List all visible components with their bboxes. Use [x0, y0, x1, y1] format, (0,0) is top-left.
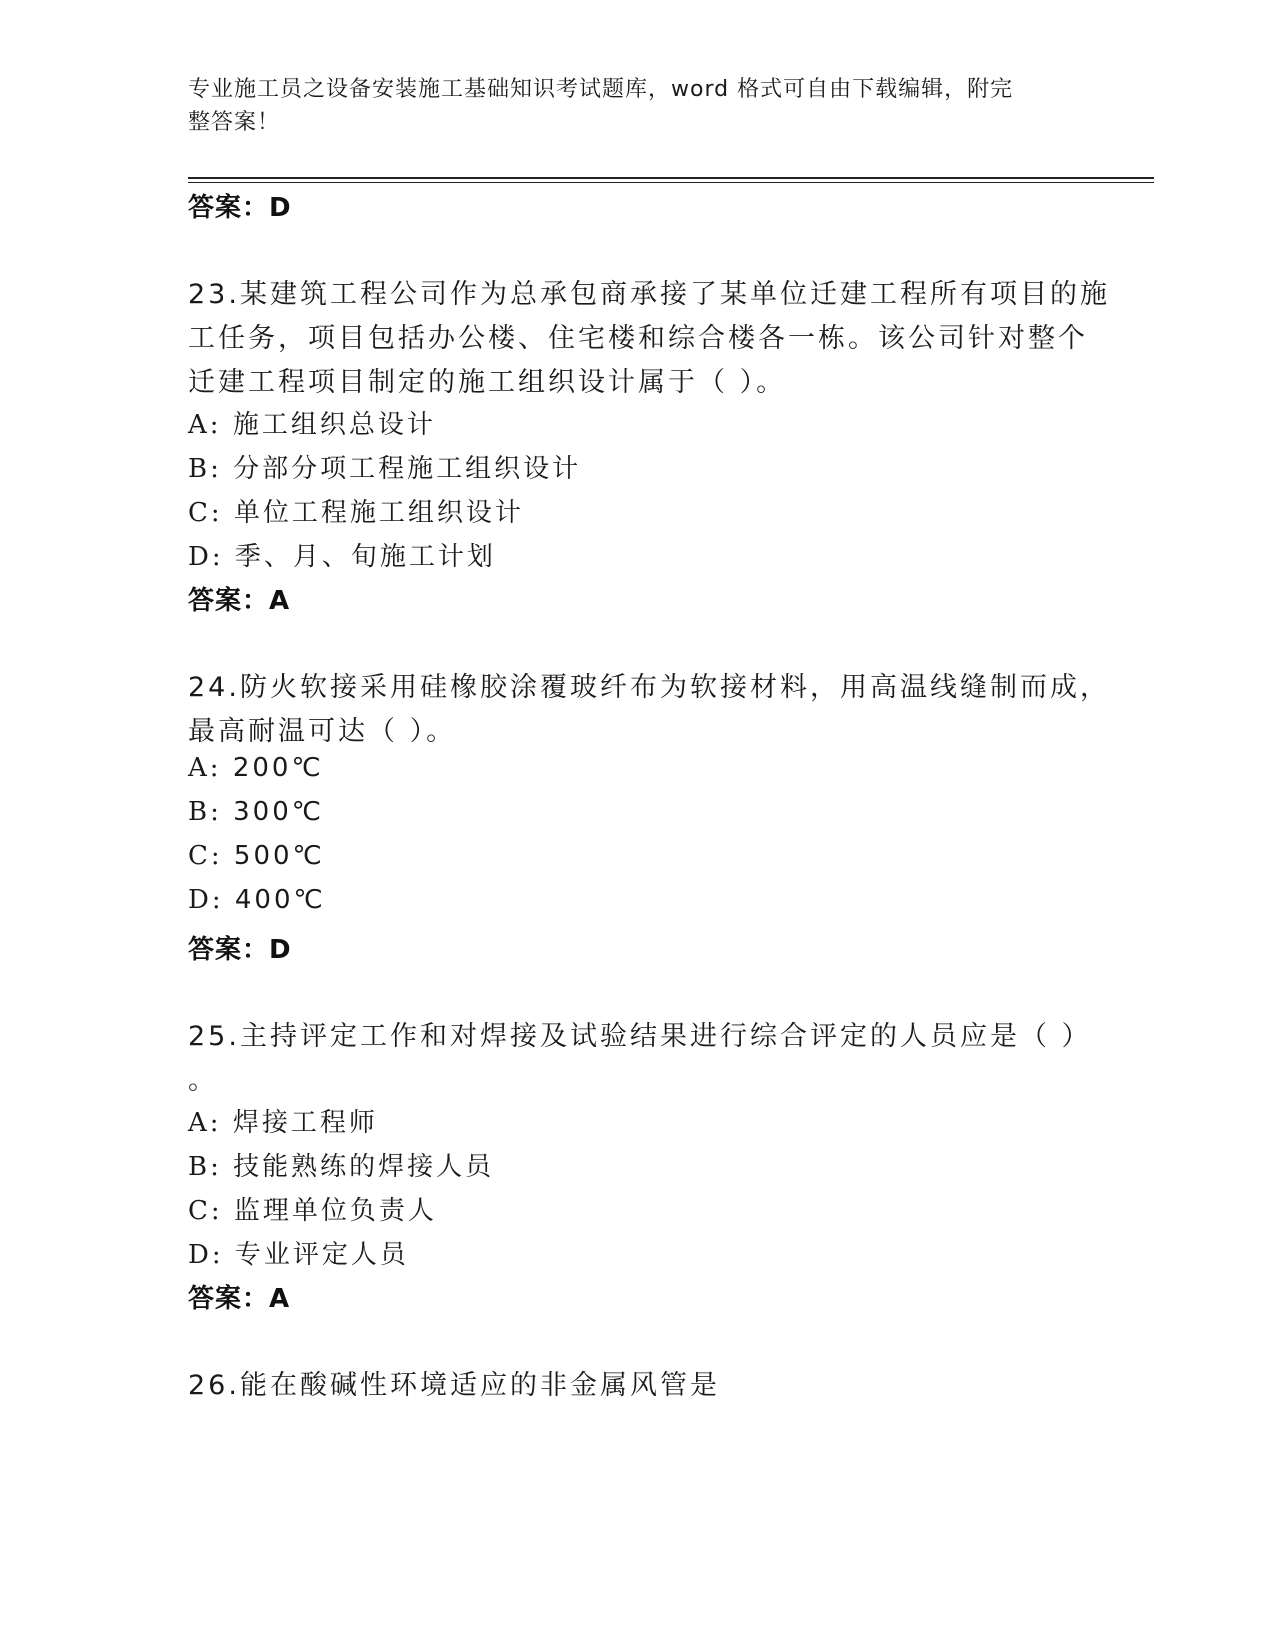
answer-label: 答案：D [188, 935, 292, 965]
option-text: 专业评定人员 [234, 1240, 409, 1270]
option-letter: C: [188, 1196, 223, 1226]
option-text: 季、月、旬施工计划 [234, 542, 496, 572]
header-line-2: 整答案！ [188, 110, 281, 135]
option-letter: D: [188, 542, 224, 572]
option-letter: A: [188, 753, 222, 783]
header-line-1: 专业施工员之设备安装施工基础知识考试题库，word 格式可自由下载编辑，附完 [188, 77, 1014, 102]
option-a [188, 753, 324, 783]
option-c [188, 492, 524, 529]
option-letter: C: [188, 498, 223, 528]
option-letter: A: [188, 410, 222, 440]
header-rule-thin [188, 182, 1154, 183]
question-stem-line: 26.能在酸碱性环境适应的非金属风管是 [188, 1370, 720, 1401]
question-stem-line: 最高耐温可达（ ）。 [188, 716, 457, 747]
option-text: 施工组织总设计 [232, 410, 436, 440]
option-text: 200℃ [232, 753, 324, 783]
question-stem-line: 24.防火软接采用硅橡胶涂覆玻纤布为软接材料，用高温线缝制而成， [188, 672, 1110, 703]
option-letter: A: [188, 1108, 222, 1138]
option-letter: C: [188, 841, 223, 871]
answer-label: 答案：A [188, 1284, 291, 1314]
option-text: 500℃ [233, 841, 325, 871]
option-text: 单位工程施工组织设计 [233, 498, 524, 528]
option-letter: D: [188, 885, 224, 915]
question-stem-line: 。 [188, 1065, 218, 1096]
option-text: 400℃ [234, 885, 326, 915]
page-header [188, 73, 1068, 139]
question-stem-line: 迁建工程项目制定的施工组织设计属于（ ）。 [188, 367, 787, 398]
option-letter: D: [188, 1240, 224, 1270]
option-d [188, 1234, 409, 1271]
option-text: 分部分项工程施工组织设计 [233, 454, 582, 484]
previous-answer: 答案：D [188, 193, 292, 223]
option-letter: B: [188, 454, 222, 484]
option-a [188, 1102, 378, 1139]
option-b [188, 1146, 494, 1183]
option-b [188, 797, 324, 827]
header-rule-thick [188, 177, 1154, 179]
question-stem-line: 25.主持评定工作和对焊接及试验结果进行综合评定的人员应是（ ） [188, 1021, 1092, 1052]
option-c [188, 841, 325, 871]
option-c [188, 1190, 437, 1227]
answer-label: 答案：A [188, 586, 291, 616]
option-text: 300℃ [233, 797, 324, 827]
option-letter: B: [188, 797, 222, 827]
option-d [188, 536, 496, 573]
option-b [188, 448, 581, 485]
question-stem-line: 23.某建筑工程公司作为总承包商承接了某单位迁建工程所有项目的施 [188, 279, 1110, 310]
option-text: 技能熟练的焊接人员 [233, 1152, 495, 1182]
question-stem-line: 工任务，项目包括办公楼、住宅楼和综合楼各一栋。该公司针对整个 [188, 323, 1088, 354]
option-letter: B: [188, 1152, 222, 1182]
option-text: 焊接工程师 [232, 1108, 378, 1138]
option-a [188, 404, 436, 441]
option-text: 监理单位负责人 [233, 1196, 437, 1226]
option-d [188, 885, 326, 915]
